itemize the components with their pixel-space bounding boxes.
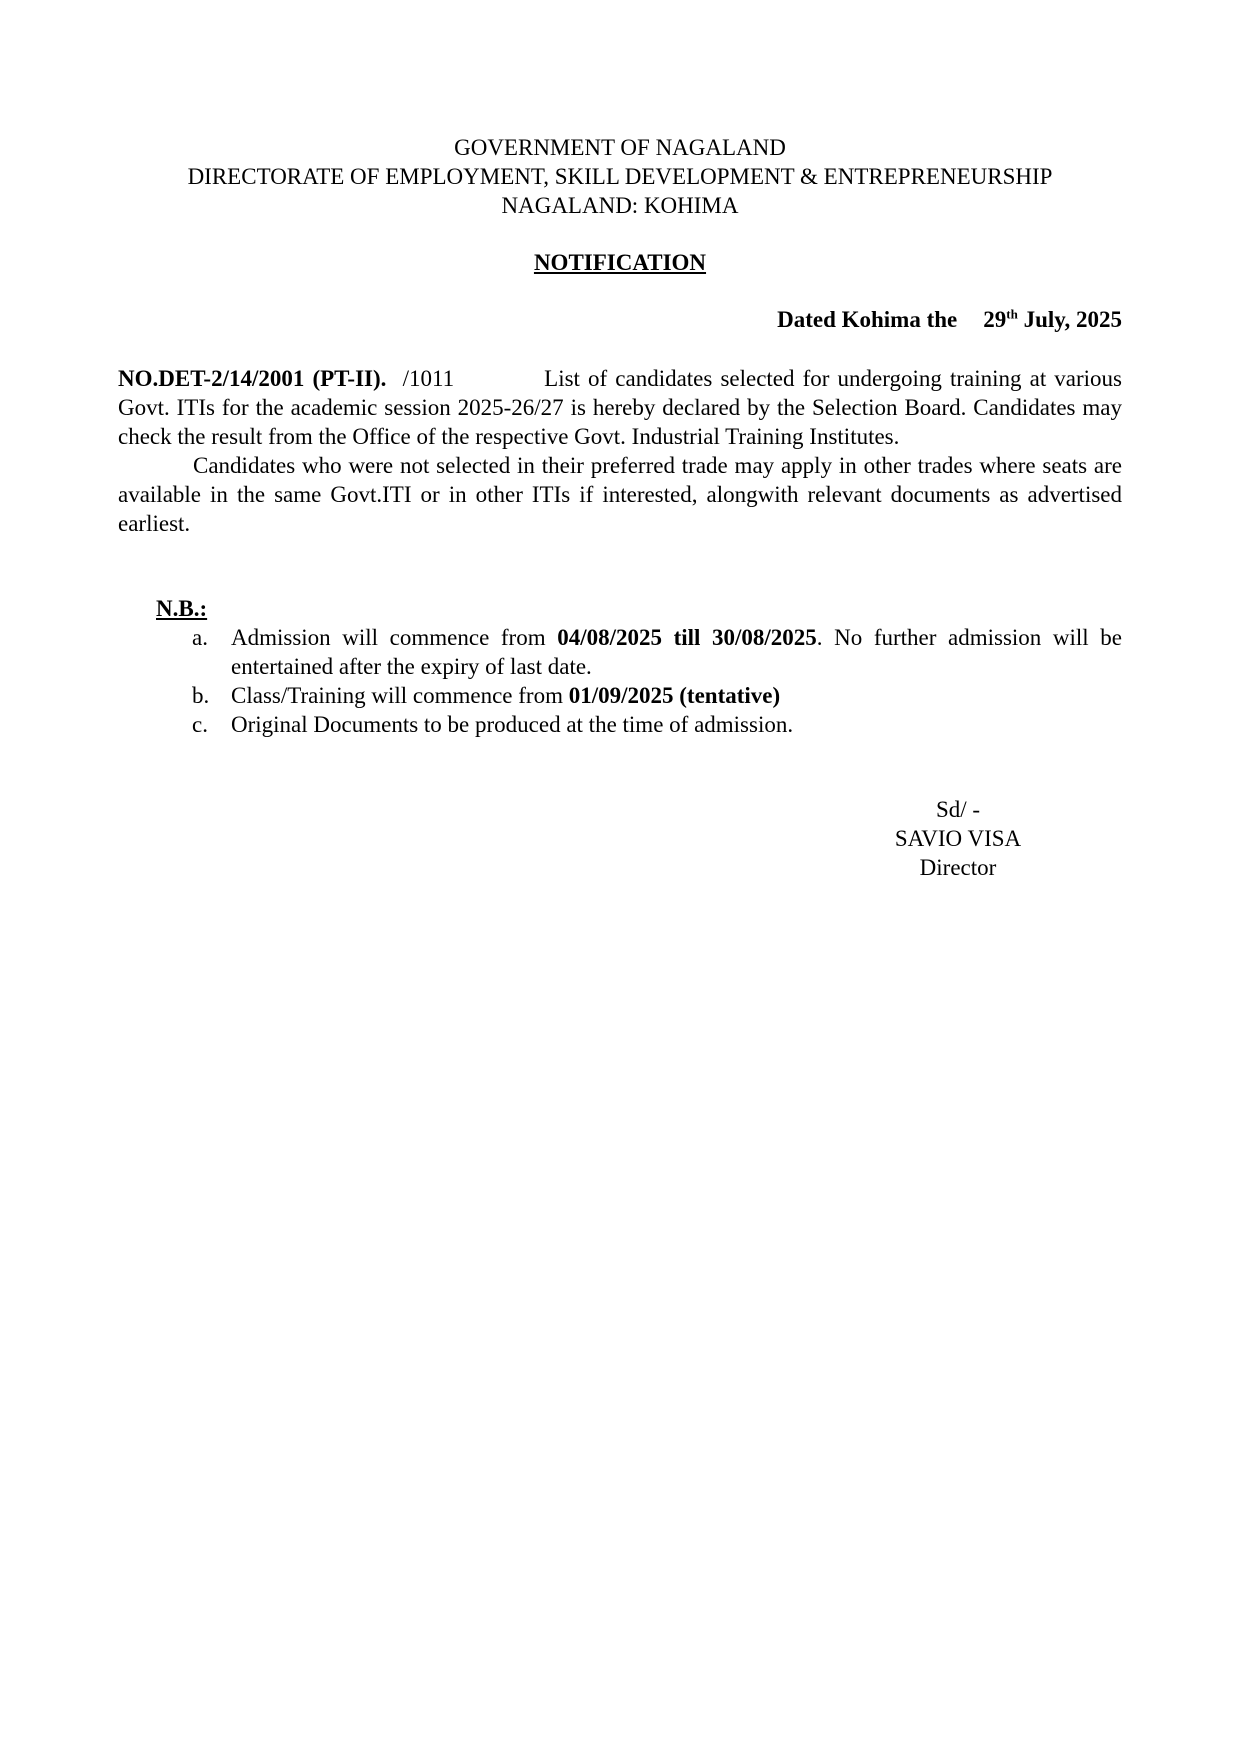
letterhead-directorate: DIRECTORATE OF EMPLOYMENT, SKILL DEVELOPMENT & ENTREPRENEURSHIP [187, 164, 1053, 189]
signature-block [868, 795, 1048, 882]
signature-sd: Sd/ - [935, 797, 981, 822]
nb-item-text [231, 681, 1122, 710]
nb-text-post: . No further admission will be entertained after the expiry of last date. [231, 625, 1122, 679]
nb-item-text [231, 623, 1122, 681]
paragraph-1-text: List of candidates selected for undergoing training at various Govt. ITIs for the academic session 2025-26/27 is hereby declared by the Selection Board. Candidates may check the result from the Office of the respective Govt. Industrial Training Institutes. [118, 366, 1123, 449]
document-title: NOTIFICATION [533, 250, 707, 275]
nb-text-bold: 01/09/2025 (tentative) [568, 683, 781, 708]
notification-body [118, 364, 1122, 538]
signatory-name: SAVIO VISA [894, 826, 1022, 851]
nb-text-bold: 04/08/2025 till 30/08/2025 [557, 625, 817, 650]
paragraph-1 [118, 364, 1122, 451]
nb-marker: b. [192, 683, 210, 708]
nb-marker: c. [192, 712, 208, 737]
letterhead-location: NAGALAND: KOHIMA [501, 193, 739, 218]
nb-item-text [231, 710, 1122, 739]
nb-item-a [192, 623, 1122, 681]
dateline [777, 305, 1122, 334]
letterhead [118, 133, 1122, 220]
reference-number: NO.DET-2/14/2001 (PT-II). [118, 366, 387, 391]
dateline-prefix: Dated Kohima the [777, 307, 958, 332]
letterhead-government: GOVERNMENT OF NAGALAND [454, 135, 786, 160]
dateline-day-suffix: th [1006, 306, 1018, 322]
nb-text-pre: Admission will commence from [231, 625, 558, 650]
nb-text-pre: Original Documents to be produced at the time of admission. [231, 712, 794, 737]
nb-marker: a. [192, 625, 208, 650]
nb-item-c [192, 710, 1122, 739]
paragraph-2: Candidates who were not selected in their preferred trade may apply in other trades where seats are available in the same Govt.ITI or in other ITIs if interested, alongwith relevant documents as advertised earliest. [118, 453, 1122, 536]
nb-text-pre: Class/Training will commence from [231, 683, 569, 708]
dateline-month-year: July, 2025 [1023, 307, 1122, 332]
nb-item-b [192, 681, 1122, 710]
dateline-day: 29 [983, 307, 1007, 332]
nb-list [192, 623, 1122, 739]
signatory-designation: Director [919, 855, 997, 880]
nb-label: N.B.: [156, 596, 208, 621]
reference-serial: /1011 [402, 366, 455, 391]
